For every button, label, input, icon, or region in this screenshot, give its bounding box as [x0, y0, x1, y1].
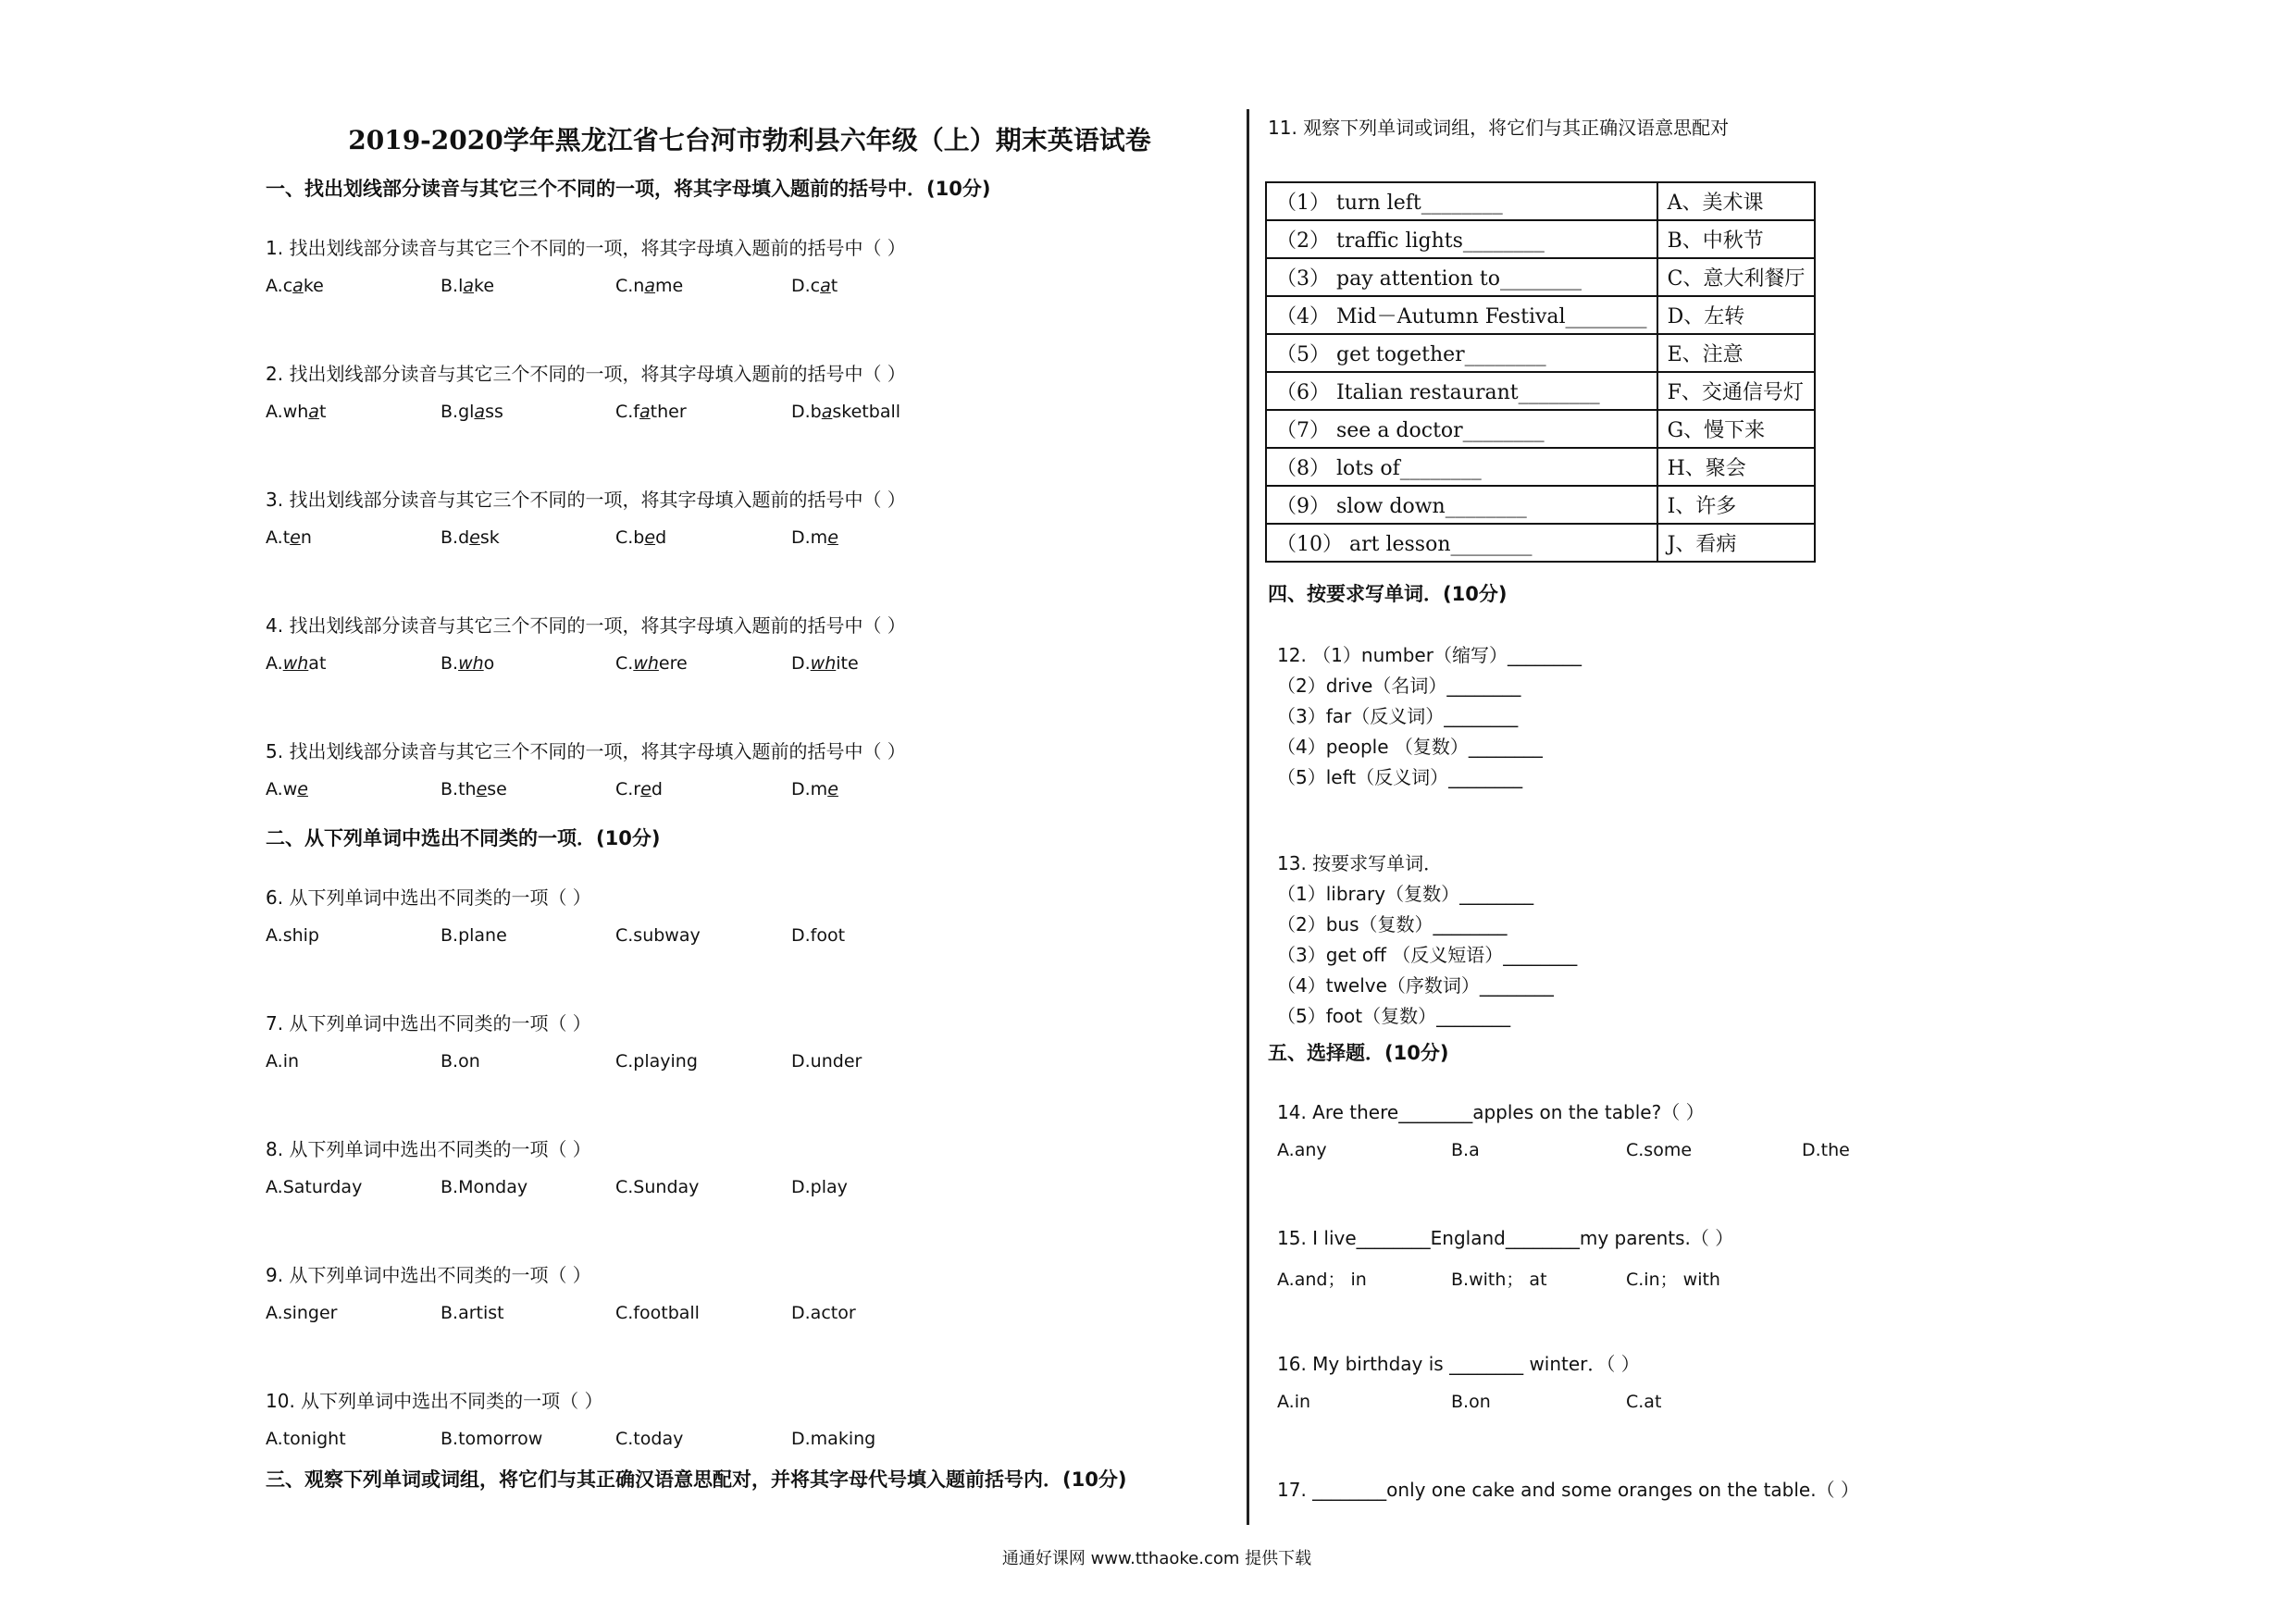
english-term: （6） Italian restaurant________	[1266, 372, 1657, 410]
underlined-letters: e	[827, 527, 838, 548]
english-term: （4） Mid－Autumn Festival________	[1266, 296, 1657, 334]
q12-item: （3）far（反义词）________	[1277, 705, 1519, 727]
underlined-letters: wh	[810, 653, 837, 674]
q13-item: （5）foot（复数）________	[1277, 1005, 1511, 1027]
option-suffix: t	[318, 402, 327, 422]
english-term: （9） slow down________	[1266, 486, 1657, 524]
chinese-meaning: H、聚会	[1657, 448, 1816, 486]
option	[791, 527, 838, 548]
q12-item: （5）left（反义词）________	[1277, 766, 1523, 788]
option-suffix: ere	[658, 653, 688, 674]
option-prefix: C.f	[615, 402, 639, 422]
english-term: （5） get together________	[1266, 334, 1657, 372]
option-prefix: D.	[791, 653, 811, 674]
chinese-meaning: E、注意	[1657, 334, 1816, 372]
option	[615, 779, 663, 799]
question-11: 11. 观察下列单词或词组，将它们与其正确汉语意思配对	[1268, 117, 1730, 139]
option: D.foot	[791, 925, 846, 946]
option-prefix: B.l	[441, 276, 464, 296]
question-16: 16. My birthday is ________ winter．（ ）	[1277, 1353, 1640, 1375]
option-prefix: D.c	[791, 276, 821, 296]
option: B.artist	[441, 1303, 504, 1323]
column-divider	[1247, 109, 1249, 1525]
option: A.and； in	[1277, 1270, 1367, 1290]
question-17: 17. ________only one cake and some oranges on the table.（ ）	[1277, 1479, 1859, 1501]
option: D.under	[791, 1051, 863, 1072]
option: C.subway	[615, 925, 701, 946]
chinese-meaning: C、意大利餐厅	[1657, 258, 1816, 296]
english-term: （2） traffic lights________	[1266, 220, 1657, 258]
option: B.Monday	[441, 1177, 528, 1197]
option	[615, 653, 688, 674]
q12-item: （2）drive（名词）________	[1277, 675, 1521, 697]
option-suffix: ss	[485, 402, 503, 422]
underlined-letters: a	[820, 276, 831, 296]
table-row	[1266, 182, 1815, 220]
option	[791, 402, 900, 422]
option-prefix: C.r	[615, 779, 641, 799]
underlined-letters: wh	[282, 653, 309, 674]
q13-item: （3）get off （反义短语）________	[1277, 944, 1578, 966]
section5-heading: 五、选择题．(10分)	[1268, 1042, 1449, 1064]
option-suffix: me	[655, 276, 684, 296]
underlined-letters: a	[821, 402, 833, 422]
section1-heading: 一、找出划线部分读音与其它三个不同的一项，将其字母填入题前的括号中．(10分)	[266, 178, 991, 200]
chinese-meaning: B、中秋节	[1657, 220, 1816, 258]
option: B.on	[441, 1051, 480, 1072]
option-prefix: C.b	[615, 527, 645, 548]
underlined-letters: wh	[458, 653, 484, 674]
english-term: （3） pay attention to________	[1266, 258, 1657, 296]
option: D.actor	[791, 1303, 856, 1323]
option	[791, 653, 859, 674]
question-1: 1. 找出划线部分读音与其它三个不同的一项，将其字母填入题前的括号中（ ）	[266, 237, 906, 259]
english-term: （1） turn left________	[1266, 182, 1657, 220]
table-row	[1266, 296, 1815, 334]
table-row	[1266, 524, 1815, 562]
question-7: 7. 从下列单词中选出不同类的一项（ ）	[266, 1012, 591, 1035]
option-prefix: D.b	[791, 402, 822, 422]
question-6: 6. 从下列单词中选出不同类的一项（ ）	[266, 886, 591, 909]
option-suffix: d	[655, 527, 667, 548]
option-prefix: A.	[266, 653, 283, 674]
table-row	[1266, 410, 1815, 448]
option-prefix: B.gl	[441, 402, 475, 422]
option: B.a	[1451, 1140, 1480, 1160]
chinese-meaning: F、交通信号灯	[1657, 372, 1816, 410]
option-prefix: D.m	[791, 527, 828, 548]
option	[441, 779, 507, 799]
underlined-letters: e	[290, 527, 301, 548]
option: A.Saturday	[266, 1177, 363, 1197]
question-8: 8. 从下列单词中选出不同类的一项（ ）	[266, 1138, 591, 1160]
option-suffix: t	[830, 276, 838, 296]
footer-source: 通通好课网 www.tthaoke.com 提供下载	[1001, 1549, 1312, 1568]
option	[441, 402, 503, 422]
table-row	[1266, 372, 1815, 410]
q13-item: （2）bus（复数）________	[1277, 913, 1508, 935]
option	[266, 402, 326, 422]
option	[441, 276, 494, 296]
table-row	[1266, 258, 1815, 296]
option-suffix: d	[651, 779, 663, 799]
table-row	[1266, 486, 1815, 524]
underlined-letters: a	[463, 276, 475, 296]
option	[441, 653, 494, 674]
option	[615, 276, 683, 296]
underlined-letters: a	[292, 276, 304, 296]
table-row	[1266, 220, 1815, 258]
option-prefix: B.d	[441, 527, 470, 548]
option-suffix: n	[300, 527, 312, 548]
option	[615, 402, 687, 422]
option: C.some	[1626, 1140, 1693, 1160]
chinese-meaning: D、左转	[1657, 296, 1816, 334]
table-row	[1266, 334, 1815, 372]
page-title: 2019-2020学年黑龙江省七台河市勃利县六年级（上）期末英语试卷	[348, 125, 1151, 155]
option: B.with； at	[1451, 1270, 1547, 1290]
section3-heading: 三、观察下列单词或词组，将它们与其正确汉语意思配对，并将其字母代号填入题前括号内．(10分)	[266, 1468, 1127, 1491]
underlined-letters: a	[474, 402, 486, 422]
underlined-letters: e	[476, 779, 488, 799]
option: B.on	[1451, 1392, 1491, 1412]
option-prefix: C.	[615, 653, 634, 674]
question-10: 10. 从下列单词中选出不同类的一项（ ）	[266, 1390, 603, 1412]
q13-item: （1）library（复数）________	[1277, 883, 1534, 905]
question-2: 2. 找出划线部分读音与其它三个不同的一项，将其字母填入题前的括号中（ ）	[266, 363, 906, 385]
option: C.today	[615, 1429, 684, 1449]
option-prefix: B.	[441, 653, 459, 674]
option: C.football	[615, 1303, 700, 1323]
option-prefix: A.t	[266, 527, 291, 548]
option-prefix: A.c	[266, 276, 293, 296]
underlined-letters: a	[308, 402, 319, 422]
option: A.tonight	[266, 1429, 346, 1449]
underlined-letters: e	[297, 779, 308, 799]
english-term: （10） art lesson________	[1266, 524, 1657, 562]
chinese-meaning: A、美术课	[1657, 182, 1816, 220]
option: C.playing	[615, 1051, 698, 1072]
option	[615, 527, 666, 548]
q13-item: （4）twelve（序数词）________	[1277, 974, 1554, 997]
question-9: 9. 从下列单词中选出不同类的一项（ ）	[266, 1264, 591, 1286]
english-term: （7） see a doctor________	[1266, 410, 1657, 448]
q12-item: （4）people （复数）________	[1277, 736, 1543, 758]
option-suffix: sketball	[832, 402, 901, 422]
underlined-letters: a	[644, 276, 656, 296]
english-term: （8） lots of________	[1266, 448, 1657, 486]
option-suffix: sk	[479, 527, 500, 548]
section4-heading: 四、按要求写单词．(10分)	[1268, 583, 1508, 605]
option: D.making	[791, 1429, 876, 1449]
option: A.in	[266, 1051, 300, 1072]
q13-item: 13. 按要求写单词．	[1277, 852, 1443, 874]
section2-heading: 二、从下列单词中选出不同类的一项．(10分)	[266, 827, 661, 849]
option-prefix: D.m	[791, 779, 828, 799]
underlined-letters: wh	[633, 653, 659, 674]
option-prefix: C.n	[615, 276, 645, 296]
underlined-letters: e	[640, 779, 652, 799]
option	[266, 527, 312, 548]
option: A.ship	[266, 925, 319, 946]
option: D.play	[791, 1177, 848, 1197]
table-row	[1266, 448, 1815, 486]
chinese-meaning: I、许多	[1657, 486, 1816, 524]
option-suffix: ite	[836, 653, 859, 674]
option: C.in； with	[1626, 1270, 1720, 1290]
option	[266, 653, 326, 674]
option-prefix: B.th	[441, 779, 477, 799]
option-suffix: ke	[303, 276, 324, 296]
option: C.Sunday	[615, 1177, 700, 1197]
option	[791, 276, 838, 296]
option: A.singer	[266, 1303, 338, 1323]
chinese-meaning: J、看病	[1657, 524, 1816, 562]
underlined-letters: a	[639, 402, 651, 422]
underlined-letters: e	[827, 779, 838, 799]
option-suffix: at	[308, 653, 327, 674]
option	[266, 779, 308, 799]
option: B.plane	[441, 925, 507, 946]
option: D.the	[1802, 1140, 1850, 1160]
option-prefix: A.w	[266, 779, 298, 799]
underlined-letters: e	[469, 527, 480, 548]
chinese-meaning: G、慢下来	[1657, 410, 1816, 448]
option-suffix: ther	[650, 402, 687, 422]
option: C.at	[1626, 1392, 1662, 1412]
option: A.any	[1277, 1140, 1327, 1160]
option	[791, 779, 838, 799]
question-5: 5. 找出划线部分读音与其它三个不同的一项，将其字母填入题前的括号中（ ）	[266, 740, 906, 762]
option	[266, 276, 324, 296]
question-4: 4. 找出划线部分读音与其它三个不同的一项，将其字母填入题前的括号中（ ）	[266, 614, 906, 637]
question-15: 15. I live________England________my parents.（ ）	[1277, 1227, 1734, 1249]
q12-item: 12. （1）number（缩写）________	[1277, 644, 1582, 666]
matching-table	[1265, 181, 1816, 563]
question-14: 14. Are there________apples on the table?（ ）	[1277, 1101, 1705, 1123]
option-suffix: o	[483, 653, 495, 674]
option	[441, 527, 500, 548]
option: A.in	[1277, 1392, 1311, 1412]
option-suffix: se	[487, 779, 507, 799]
option-prefix: A.wh	[266, 402, 309, 422]
option-suffix: ke	[474, 276, 495, 296]
question-3: 3. 找出划线部分读音与其它三个不同的一项，将其字母填入题前的括号中（ ）	[266, 489, 906, 511]
option: B.tomorrow	[441, 1429, 543, 1449]
underlined-letters: e	[644, 527, 656, 548]
